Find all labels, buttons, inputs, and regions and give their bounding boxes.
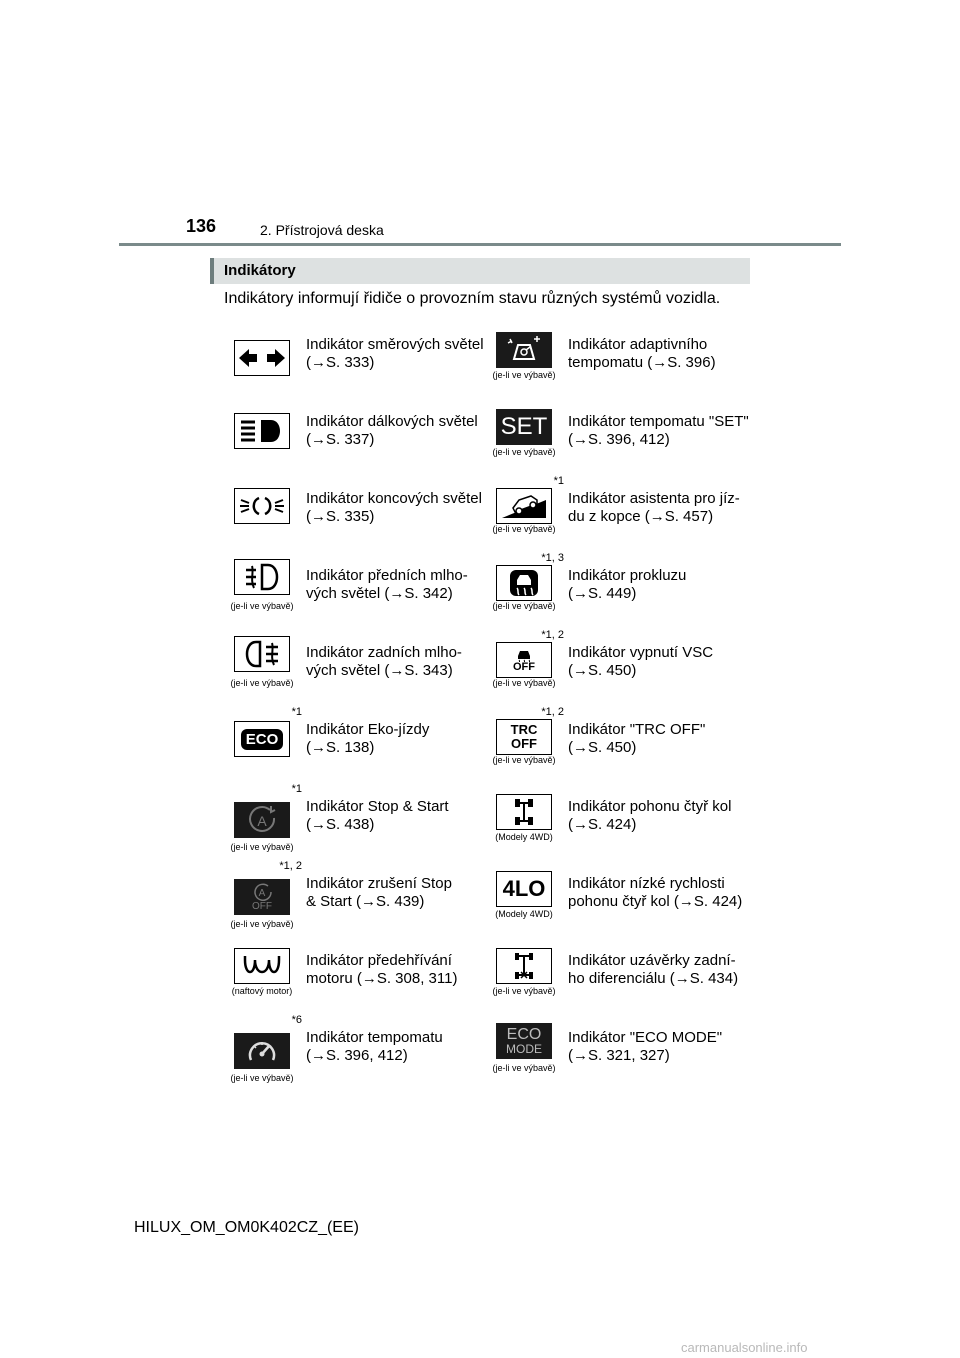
- header-rule: [119, 243, 841, 246]
- eco-mode-icon: [496, 1023, 552, 1059]
- description-line: (→S. 450): [568, 662, 637, 679]
- slip-icon: [496, 565, 552, 601]
- footnote-marker: *1, 2: [541, 706, 564, 718]
- indicator-entry: [224, 942, 486, 1019]
- indicator-entry: [224, 634, 486, 711]
- indicator-description: [306, 567, 490, 603]
- eco-label: ECO: [245, 730, 279, 748]
- indicator-entry: [486, 552, 748, 634]
- high-beam-icon: [234, 413, 290, 449]
- table-row: [224, 942, 764, 1019]
- description-line: Indikátor adaptivního: [568, 336, 708, 353]
- indicator-table: [224, 326, 764, 1096]
- indicator-entry: [486, 1019, 748, 1096]
- vsc-off-icon: [496, 642, 552, 678]
- four-lo-label: 4LO: [502, 876, 546, 901]
- indicator-entry: [486, 403, 748, 480]
- indicator-entry: [224, 1014, 486, 1096]
- table-row: [224, 629, 764, 711]
- front-fog-icon: [234, 559, 290, 595]
- off-label: OFF: [252, 901, 272, 912]
- eco-label: ECO: [506, 1025, 542, 1043]
- availability-note: (naftový motor): [231, 986, 293, 996]
- description-line: Indikátor "TRC OFF": [568, 721, 706, 738]
- indicator-description: [306, 1029, 490, 1065]
- indicator-description: [568, 644, 752, 680]
- indicator-description: [568, 721, 752, 757]
- section-header: [210, 258, 750, 284]
- availability-note: (je-li ve výbavě): [492, 524, 556, 534]
- availability-note: (je-li ve výbavě): [492, 1063, 556, 1073]
- glow-plug-icon: [234, 948, 290, 984]
- footnote-marker: *1, 2: [279, 860, 302, 872]
- table-row: [224, 326, 764, 403]
- set-icon: [496, 409, 552, 445]
- stop-start-off-icon: [234, 879, 290, 915]
- description-line: Indikátor prokluzu: [568, 567, 687, 584]
- indicator-entry: [224, 706, 486, 788]
- indicator-entry: [486, 865, 748, 942]
- availability-note: (je-li ve výbavě): [492, 447, 556, 457]
- description-line: Indikátor koncových světel: [306, 490, 482, 507]
- description-line: Indikátor nízké rychlosti: [568, 875, 725, 892]
- indicator-description: [306, 875, 490, 911]
- description-line: Indikátor předních mlho-: [306, 567, 468, 584]
- page-number: 136: [186, 216, 217, 236]
- description-line: du z kopce (→S. 457): [568, 508, 714, 525]
- indicator-description: [306, 413, 490, 449]
- description-line: (→S. 396, 412): [306, 1047, 408, 1064]
- indicator-entry: [224, 403, 486, 480]
- footnote-marker: *1: [291, 783, 302, 795]
- description-line: (→S. 450): [568, 739, 637, 756]
- description-line: vých světel (→S. 342): [306, 585, 453, 602]
- table-row: [224, 552, 764, 634]
- availability-note: (Modely 4WD): [495, 909, 553, 919]
- diff-lock-icon: [496, 948, 552, 984]
- table-row: [224, 860, 764, 942]
- table-row: [224, 403, 764, 480]
- chapter-title: 2. Přístrojová deska: [260, 222, 384, 238]
- turn-signal-icon: [234, 340, 290, 376]
- indicator-description: [306, 952, 490, 988]
- description-line: Indikátor směrových světel: [306, 336, 484, 353]
- indicator-description: [568, 798, 752, 834]
- indicator-entry: [486, 475, 748, 557]
- description-line: ho diferenciálu (→S. 434): [568, 970, 739, 987]
- availability-note: (je-li ve výbavě): [492, 678, 556, 688]
- description-line: Indikátor tempomatu: [306, 1029, 443, 1046]
- description-line: Indikátor zrušení Stop: [306, 875, 452, 892]
- indicator-description: [568, 336, 752, 372]
- adaptive-cruise-icon: [496, 332, 552, 368]
- cruise-control-icon: [234, 1033, 290, 1069]
- description-line: Indikátor Stop & Start: [306, 798, 449, 815]
- indicator-entry: [224, 783, 486, 865]
- description-line: Indikátor pohonu čtyř kol: [568, 798, 732, 815]
- description-line: (→S. 424): [568, 816, 637, 833]
- description-line: Indikátor zadních mlho-: [306, 644, 462, 661]
- availability-note: (je-li ve výbavě): [230, 842, 294, 852]
- mode-label: MODE: [506, 1041, 542, 1056]
- indicator-description: [306, 336, 490, 372]
- description-line: Indikátor předehřívání: [306, 952, 452, 969]
- availability-note: (Modely 4WD): [495, 832, 553, 842]
- indicator-description: [306, 721, 490, 757]
- indicator-description: [306, 798, 490, 834]
- indicator-entry: [486, 706, 748, 788]
- trc-label: TRC: [510, 722, 538, 737]
- description-line: tempomatu (→S. 396): [568, 354, 716, 371]
- indicator-entry: [224, 326, 486, 403]
- four-wheel-drive-icon: [496, 794, 552, 830]
- section-title: Indikátory: [224, 262, 296, 279]
- description-line: pohonu čtyř kol (→S. 424): [568, 893, 743, 910]
- indicator-entry: [224, 557, 486, 634]
- description-line: Indikátor vypnutí VSC: [568, 644, 714, 661]
- description-line: (→S. 337): [306, 431, 375, 448]
- indicator-description: [568, 875, 752, 911]
- indicator-description: [568, 490, 752, 526]
- indicator-description: [306, 490, 490, 526]
- eco-badge: [241, 729, 284, 750]
- document-id: HILUX_OM_OM0K402CZ_(EE): [134, 1219, 359, 1236]
- availability-note: (je-li ve výbavě): [492, 755, 556, 765]
- table-row: [224, 706, 764, 788]
- indicator-entry: [486, 629, 748, 711]
- footnote-marker: *1, 2: [541, 629, 564, 641]
- tail-light-icon: [234, 488, 290, 524]
- hill-descent-icon: [496, 488, 552, 524]
- trc-off-icon: [496, 719, 552, 755]
- indicator-description: [568, 952, 752, 988]
- description-line: Indikátor dálkových světel: [306, 413, 478, 430]
- availability-note: (je-li ve výbavě): [230, 919, 294, 929]
- availability-note: (je-li ve výbavě): [230, 678, 294, 688]
- four-lo-icon: [496, 871, 552, 907]
- description-line: Indikátor asistenta pro jíz-: [568, 490, 740, 507]
- availability-note: (je-li ve výbavě): [492, 601, 556, 611]
- description-line: motoru (→S. 308, 311): [306, 970, 458, 987]
- table-row: [224, 1014, 764, 1096]
- a-label: A: [257, 813, 267, 829]
- stop-start-icon: [234, 802, 290, 838]
- description-line: Indikátor Eko-jízdy: [306, 721, 430, 738]
- indicator-entry: [224, 480, 486, 557]
- indicator-description: [568, 1029, 752, 1065]
- a-label: A: [258, 888, 266, 899]
- watermark: carmanualsonline.info: [681, 1340, 808, 1355]
- indicator-description: [306, 644, 490, 680]
- description-line: Indikátor tempomatu "SET": [568, 413, 749, 430]
- set-label: SET: [500, 413, 548, 440]
- footnote-marker: *6: [291, 1014, 302, 1026]
- description-line: vých světel (→S. 343): [306, 662, 453, 679]
- availability-note: (je-li ve výbavě): [492, 986, 556, 996]
- availability-note: (je-li ve výbavě): [492, 370, 556, 380]
- footnote-marker: *1, 3: [541, 552, 564, 564]
- description-line: (→S. 335): [306, 508, 375, 525]
- indicator-description: [568, 413, 752, 449]
- off-label: OFF: [511, 736, 537, 751]
- indicator-entry: [486, 942, 748, 1019]
- indicator-entry: [486, 788, 748, 865]
- availability-note: (je-li ve výbavě): [230, 1073, 294, 1083]
- footnote-marker: *1: [291, 706, 302, 718]
- indicator-entry: [224, 860, 486, 942]
- description-line: Indikátor uzávěrky zadní-: [568, 952, 736, 969]
- description-line: (→S. 438): [306, 816, 375, 833]
- off-label: OFF: [513, 660, 535, 673]
- footnote-marker: *1: [553, 475, 564, 487]
- indicator-description: [568, 567, 752, 603]
- table-row: [224, 783, 764, 865]
- indicator-entry: [486, 326, 748, 403]
- description-line: (→S. 321, 327): [568, 1047, 670, 1064]
- section-accent: [210, 258, 214, 284]
- table-row: [224, 475, 764, 557]
- description-line: & Start (→S. 439): [306, 893, 425, 910]
- description-line: (→S. 333): [306, 354, 375, 371]
- description-line: Indikátor "ECO MODE": [568, 1029, 723, 1046]
- eco-icon: [234, 721, 290, 757]
- availability-note: (je-li ve výbavě): [230, 601, 294, 611]
- description-line: (→S. 396, 412): [568, 431, 670, 448]
- rear-fog-icon: [234, 636, 290, 672]
- section-intro: Indikátory informují řidiče o provozním stavu různých systémů vozidla.: [224, 290, 721, 307]
- description-line: (→S. 138): [306, 739, 375, 756]
- description-line: (→S. 449): [568, 585, 637, 602]
